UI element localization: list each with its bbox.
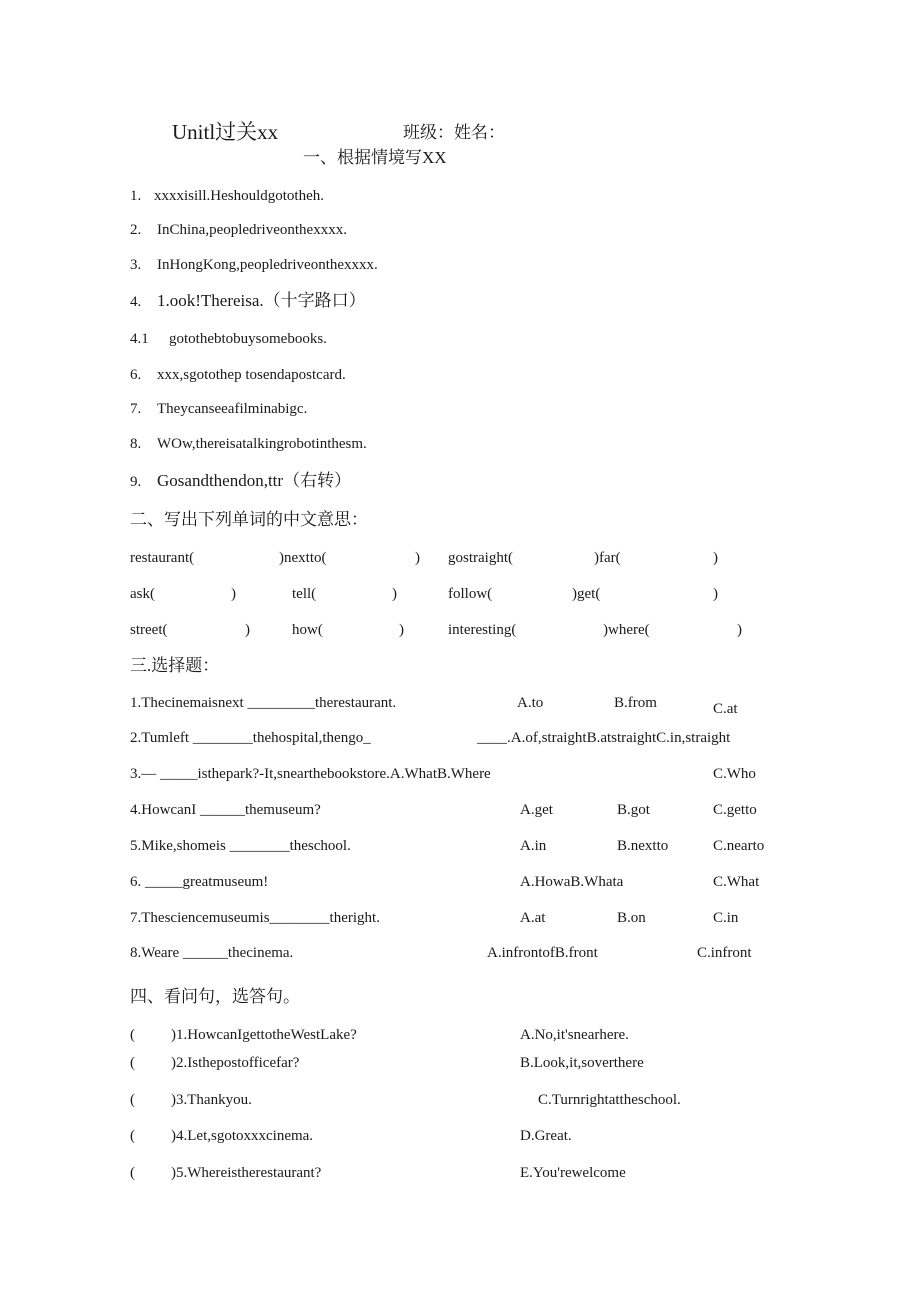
item-number: 4.1 [130,331,149,347]
question-stem: 4.HowcanI ______themuseum? [130,802,321,818]
fill-sentence: 1.ook!Thereisa.（十字路口） [157,291,366,310]
fill-sentence: xxx,sgotothep tosendapostcard. [157,367,346,383]
question-stem: 1.Thecinemaisnext _________therestaurant. [130,695,397,711]
option-a: A.get [520,802,553,818]
vocab-paren: ) [399,622,404,638]
fill-sentence: Theycanseeafilminabigc. [157,401,308,417]
question-stem: 3.— _____isthepark?-It,snearthebookstore.A.WhatB.Where [130,766,491,782]
answer-option: C.Turnrightattheschool. [538,1092,681,1108]
question-stem: 2.Tumleft ________thehospital,thengo_ [130,730,371,746]
question-text: )3.Thankyou. [171,1092,252,1108]
fill-sentence: Gosandthendon,ttr（右转） [157,471,352,490]
vocab-paren: ) [737,622,742,638]
vocab-paren: ) [415,550,420,566]
option-c: C.Who [713,766,756,782]
option-c: C.infront [697,945,752,961]
question-text: )5.Whereistherestaurant? [171,1165,322,1181]
fill-sentence: WOw,thereisatalkingrobotinthesm. [157,436,367,452]
fill-sentence: gotothebtobuysomebooks. [169,331,327,347]
vocab-word: )get( [572,586,601,602]
vocab-word: follow( [448,586,493,602]
answer-paren: ( [130,1055,135,1071]
question-stem: 5.Mike,shomeis ________theschool. [130,838,351,854]
fill-sentence: InChina,peopledriveonthexxxx. [157,222,347,238]
item-number: 1. [130,188,142,204]
vocab-paren: ) [245,622,250,638]
answer-paren: ( [130,1092,135,1108]
answer-option: B.Look,it,soverthere [520,1055,644,1071]
vocab-paren: ) [713,586,718,602]
vocab-word: gostraight( [448,550,513,566]
vocab-word: restaurant( [130,550,195,566]
answer-paren: ( [130,1027,135,1043]
option-a: A.in [520,838,547,854]
option-a: A.to [517,695,544,711]
item-number: 4. [130,294,142,310]
answer-paren: ( [130,1165,135,1181]
page-title: Unitl过关xx [172,120,279,144]
vocab-word: ask( [130,586,155,602]
section2-title: 二、写出下列单词的中文意思： [130,510,368,529]
section1-title: 一、根据情境写XX [303,148,447,167]
question-stem: 7.Thesciencemuseumis________theright. [130,910,380,926]
vocab-word: how( [292,622,323,638]
option-b: B.on [617,910,646,926]
vocab-word: street( [130,622,168,638]
class-name-label: 班级：姓名： [403,123,505,142]
question-stem: 6. _____greatmuseum! [130,874,269,890]
fill-sentence: InHongKong,peopledriveonthexxxx. [157,257,378,273]
item-number: 8. [130,436,142,452]
item-number: 2. [130,222,142,238]
section4-title: 四、看问句，选答句。 [130,987,300,1006]
option-c: C.What [713,874,760,890]
option-c: C.at [713,701,738,717]
vocab-word: tell( [292,586,317,602]
option-b: B.from [614,695,657,711]
vocab-paren: ) [392,586,397,602]
question-text: )1.HowcanIgettotheWestLake? [171,1027,357,1043]
vocab-word: )where( [603,622,650,638]
vocab-word: interesting( [448,622,517,638]
option-c: C.nearto [713,838,765,854]
question-stem: 8.Weare ______thecinema. [130,945,294,961]
answer-option: E.You'rewelcome [520,1165,626,1181]
option-c: C.in [713,910,739,926]
option-a: A.HowaB.Whata [520,874,624,890]
vocab-word: )nextto( [279,550,327,566]
option-c: C.getto [713,802,757,818]
fill-sentence: xxxxisill.Heshouldgototheh. [154,188,324,204]
vocab-word: )far( [594,550,621,566]
item-number: 7. [130,401,142,417]
question-text: )2.Isthepostofficefar? [171,1055,300,1071]
option-a: ____.A.of,straightB.atstraightC.in,straight [477,730,731,746]
item-number: 3. [130,257,142,273]
option-a: A.infrontofB.front [487,945,598,961]
answer-option: A.No,it'snearhere. [520,1027,629,1043]
vocab-paren: ) [713,550,718,566]
item-number: 9. [130,474,142,490]
vocab-paren: ) [231,586,236,602]
question-text: )4.Let,sgotoxxxcinema. [171,1128,314,1144]
answer-paren: ( [130,1128,135,1144]
section3-title: 三.选择题： [130,656,220,675]
option-b: B.got [617,802,650,818]
option-b: B.nextto [617,838,669,854]
option-a: A.at [520,910,546,926]
item-number: 6. [130,367,142,383]
answer-option: D.Great. [520,1128,572,1144]
